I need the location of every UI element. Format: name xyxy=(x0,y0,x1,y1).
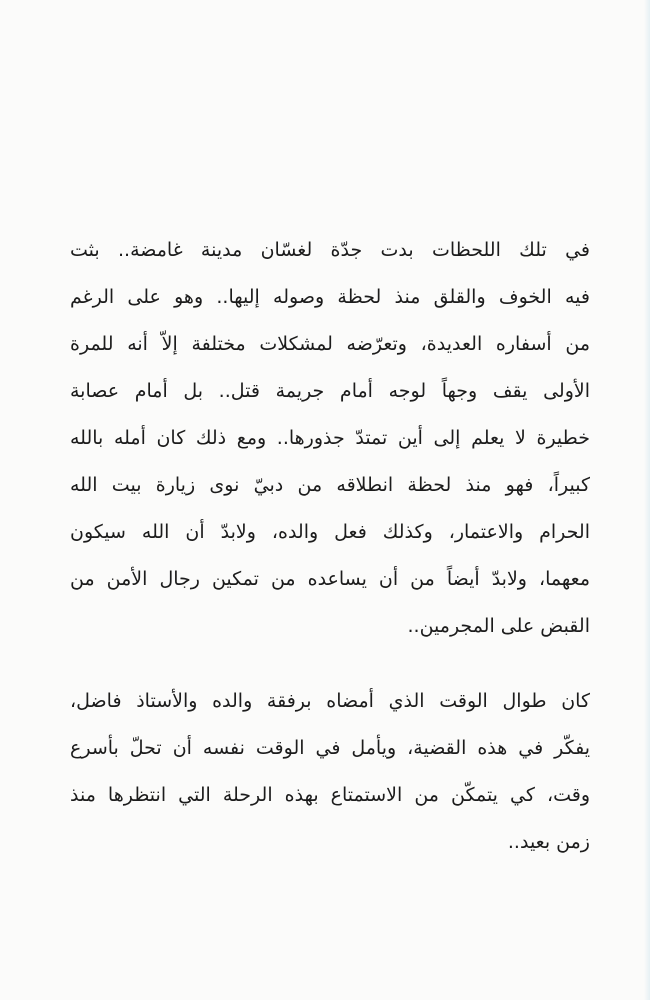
text-line: الحرام والاعتمار، وكذلك فعل والده، ولابدّ أن الله سيكون xyxy=(70,521,590,543)
text-line: وقت، كي يتمكّن من الاستمتاع بهذه الرحلة التي انتظرها منذ xyxy=(70,784,590,806)
text-line: من أسفاره العديدة، وتعرّضه لمشكلات مختلفة إلاّ أنه للمرة xyxy=(70,333,590,355)
text-line: في تلك اللحظات بدت جدّة لغسّان مدينة غامضة.. بثت xyxy=(70,239,590,261)
text-line: فيه الخوف والقلق منذ لحظة وصوله إليها.. وهو على الرغم xyxy=(70,286,590,308)
text-line: كبيراً، فهو منذ لحظة انطلاقه من دبيّ نوى زيارة بيت الله xyxy=(70,474,590,496)
text-line: زمن بعيد.. xyxy=(507,831,590,853)
paragraph-1 xyxy=(70,227,590,650)
text-line: يفكّر في هذه القضية، ويأمل في الوقت نفسه أن تحلّ بأسرع xyxy=(70,737,590,759)
text-line: خطيرة لا يعلم إلى أين تمتدّ جذورها.. ومع ذلك كان أمله بالله xyxy=(70,427,590,449)
text-line: القبض على المجرمين.. xyxy=(407,615,590,637)
text-line: معهما، ولابدّ أيضاً من أن يساعده من تمكين رجال الأمن من xyxy=(70,568,590,590)
text-line: الأولى يقف وجهاً لوجه أمام جريمة قتل.. بل أمام عصابة xyxy=(70,380,590,402)
text-line: كان طوال الوقت الذي أمضاه برفقة والده والأستاذ فاضل، xyxy=(70,690,590,712)
paragraph-2 xyxy=(70,678,590,866)
page-edge xyxy=(644,0,650,1000)
